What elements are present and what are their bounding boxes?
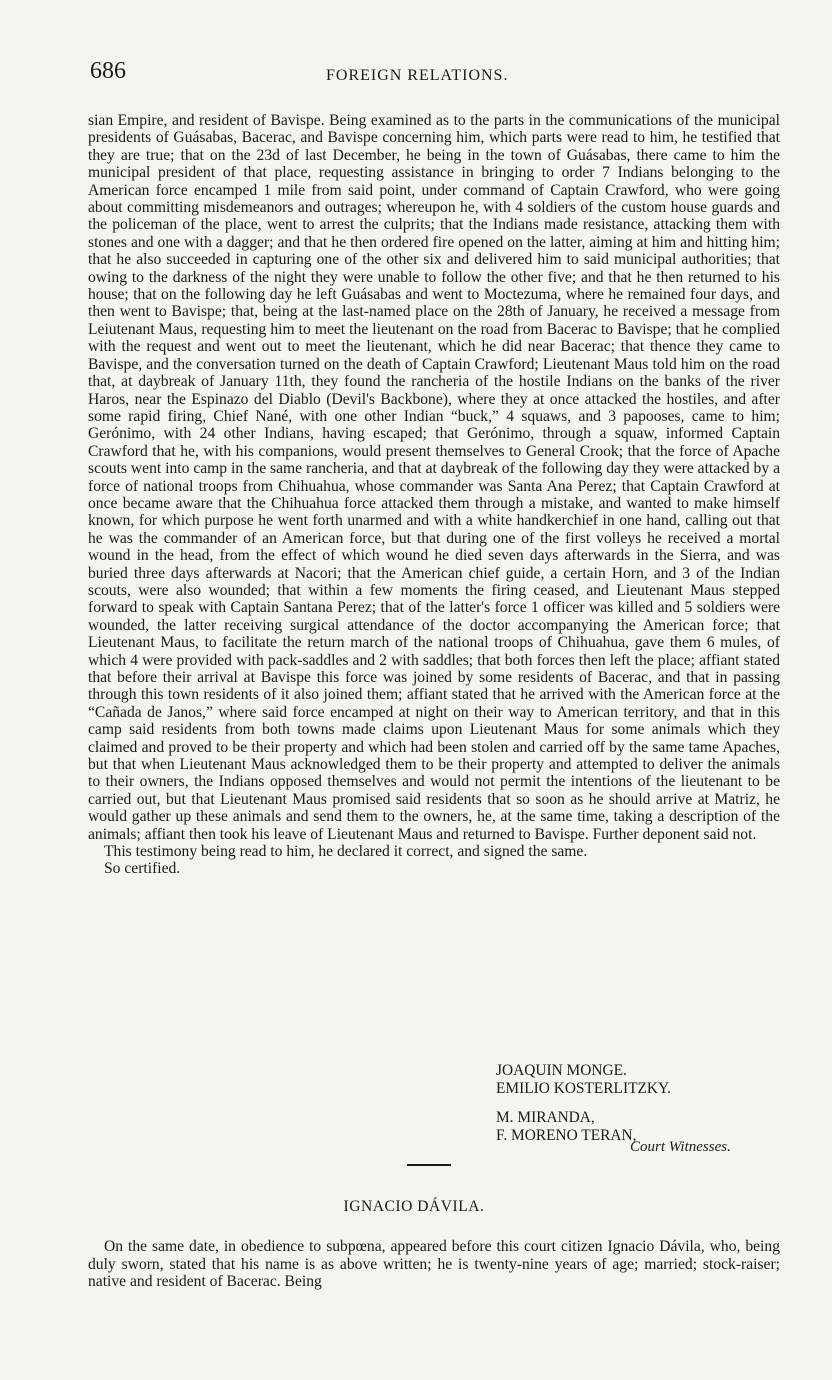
section-divider (407, 1164, 451, 1166)
signature-block (496, 1062, 786, 1144)
section-paragraph: On the same date, in obedience to subpœna, appeared before this court citizen Ignacio Dávila, who, being duly sworn, stated that his name is as above written; he is twenty-nine years of age; married; stock-raiser; native and resident of Bacerac. Being (88, 1238, 780, 1291)
signer-monge: JOAQUIN MONGE. (496, 1062, 627, 1079)
testimony-closing-read: This testimony being read to him, he declared it correct, and signed the same. (104, 843, 588, 861)
signer-kosterlitzky: EMILIO KOSTERLITZKY. (496, 1079, 671, 1097)
section-heading (0, 1198, 832, 1216)
witness-miranda: M. MIRANDA, (496, 1109, 595, 1127)
testimony-closing-certified: So certified. (104, 860, 181, 878)
testimony-text (88, 112, 780, 878)
section-heading-text: IGNACIO DÁVILA. (343, 1198, 485, 1215)
page-header (90, 58, 780, 94)
witness-teran: F. MORENO TERAN, (496, 1126, 637, 1144)
court-witnesses-label: Court Witnesses. (630, 1139, 731, 1155)
page-number: 686 (90, 58, 126, 84)
section-text (88, 1238, 780, 1291)
running-head: FOREIGN RELATIONS. (326, 67, 509, 84)
testimony-paragraph: sian Empire, and resident of Bavispe. Being examined as to the parts in the communications of the municipal presidents of Guásabas, Bacerac, and Bavispe concerning him, which parts were read to him, he testified that they are true; that on the 23d of last December, he being in the town of Guásabas, there came to him the municipal president of that place, requesting assistance in bringing to order 7 Indians belonging to the American force encamped 1 mile from said point, under command of Captain Crawford, who were going about committing misdemeanors and outrages; whereupon he, with 4 soldiers of the custom house guards and the policeman of the place, went to arrest the culprits; that the Indians made resistance, attacking them with stones and one with a dagger; and that he then ordered fire opened on the latter, aiming at him and hitting him; that he also succeeded in capturing one of the other six and delivered him to said municipal authorities; that owing to the darkness of the night they were unable to follow the other five; and that he then returned to his house; that on the following day he left Guásabas and went to Moctezuma, where he remained four days, and then went to Bavispe; that, being at the last-named place on the 28th of January, he received a message from Leiutenant Maus, requesting him to meet the lieutenant on the road from Bacerac to Bavispe; that he complied with the request and went out to meet the lieutenant, which he did near Bacerac; that thence they came to Bavispe, and the conversation turned on the death of Captain Crawford; Lieutenant Maus told him on the road that, at daybreak of January 11th, they found the rancheria of the hostile Indians on the banks of the river Haros, near the Espinazo del Diablo (Devil's Backbone), where they at once attacked the hostiles, and after some rapid firing, Chief Nané, with one other Indian “buck,” 4 squaws, and 3 papooses, came to him; Gerónimo, with 24 other Indians, having escaped; that Gerónimo, through a squaw, informed Captain Crawford that he, with his companions, would present themselves to General Crook; that the force of Apache scouts went into camp in the same rancheria, and that at daybreak of the following day they were attacked by a force of national troops from Chihuahua, whose commander was Santa Ana Perez; that Captain Crawford at once became aware that the Chihuahua force attacked them through a mistake, and wanted to make himself known, for which purpose he went forth unarmed and with a white handkerchief in one hand, calling out that he was the commander of an American force, but that during one of the first volleys he received a mortal wound in the head, from the effect of which wound he died seven days afterwards in the Sierra, and was buried three days afterwards at Nacori; that the American chief guide, a certain Horn, and 3 of the Indian scouts, were also wounded; that within a few moments the firing ceased, and Lieutenant Maus stepped forward to speak with Captain Santana Perez; that of the latter's force 1 officer was killed and 5 soldiers were wounded, the latter receiving surgical attendance of the doctor accompanying the American force; that Lieutenant Maus, to facilitate the return march of the national troops of Chihuahua, gave them 6 mules, of which 4 were provided with pack-saddles and 2 with saddles; that both forces then left the place; affiant stated that before their arrival at Bavispe this force was joined by some residents of Bacerac, and that in passing through this town residents of it also joined them; affiant stated that he arrived with the American force at the “Cañada de Janos,” where said force encamped at night on their way to American territory, and that in this camp said residents from both towns made claims upon Lieutenant Maus for some animals which they claimed and proved to be their property and which had been stolen and carried off by the same tame Apaches, but that when Lieutenant Maus acknowledged them to be their property and attempted to deliver the animals to their owners, the Indians opposed themselves and would not permit the intentions of the lieutenant to be carried out, but that Lieutenant Maus promised said residents that so soon as he should arrive at Matriz, he would gather up these animals and send them to the owners, he, at the same time, taking a description of the animals; affiant then took his leave of Lieutenant Maus and returned to Bavispe. Further deponent said not. (88, 112, 780, 843)
